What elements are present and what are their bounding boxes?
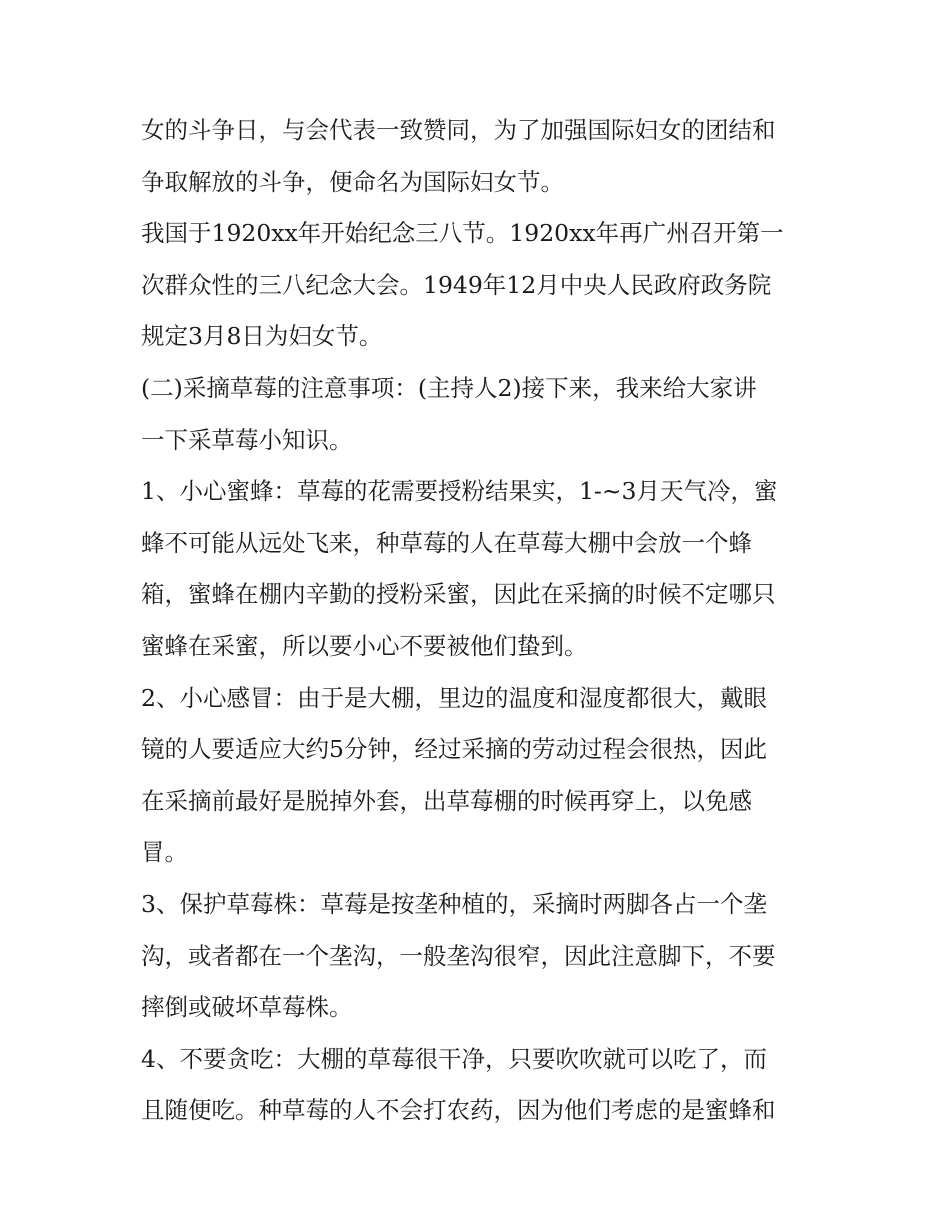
text-line: 规定3月8日为妇女节。 xyxy=(141,322,383,351)
text-line: 4、不要贪吃：大棚的草莓很干净，只要吹吹就可以吃了，而 xyxy=(141,1044,767,1073)
text-line: 沟，或者都在一个垄沟，一般垄沟很窄，因此注意脚下，不要 xyxy=(141,941,776,970)
text-line: 女的斗争日，与会代表一致赞同，为了加强国际妇女的团结和 xyxy=(141,116,776,144)
text-line: 2、小心感冒：由于是大棚，里边的温度和湿度都很大，戴眼 xyxy=(141,683,767,712)
text-line: 箱，蜜蜂在棚内辛勤的授粉采蜜，因此在采摘的时候不定哪只 xyxy=(141,580,776,609)
text-line: 争取解放的斗争，便命名为国际妇女节。 xyxy=(141,167,564,196)
text-line: 且随便吃。种草莓的人不会打农药，因为他们考虑的是蜜蜂和 xyxy=(141,1096,776,1125)
document-body xyxy=(141,105,821,1137)
text-line: 我国于1920xx年开始纪念三八节。1920xx年再广州召开第一 xyxy=(141,219,784,248)
text-line: 次群众性的三八纪念大会。1949年12月中央人民政府政务院 xyxy=(141,270,772,299)
text-line: 3、保护草莓株：草莓是按垄种植的，采摘时两脚各占一个垄 xyxy=(141,889,767,918)
text-line: 镜的人要适应大约5分钟，经过采摘的劳动过程会很热，因此 xyxy=(141,735,767,764)
text-line: 蜂不可能从远处飞来，种草莓的人在草莓大棚中会放一个蜂 xyxy=(141,528,752,557)
text-line: (二)采摘草莓的注意事项：(主持人2)接下来，我来给大家讲 xyxy=(141,373,757,402)
text-line: 蜜蜂在采蜜，所以要小心不要被他们蛰到。 xyxy=(141,631,588,660)
text-line: 一下采草莓小知识。 xyxy=(141,425,353,454)
text-line: 摔倒或破坏草莓株。 xyxy=(141,993,353,1022)
text-line: 1、小心蜜蜂：草莓的花需要授粉结果实，1-~3月天气冷，蜜 xyxy=(141,477,778,506)
text-line: 在采摘前最好是脱掉外套，出草莓棚的时候再穿上，以免感 xyxy=(141,786,752,815)
text-line: 冒。 xyxy=(141,838,188,867)
